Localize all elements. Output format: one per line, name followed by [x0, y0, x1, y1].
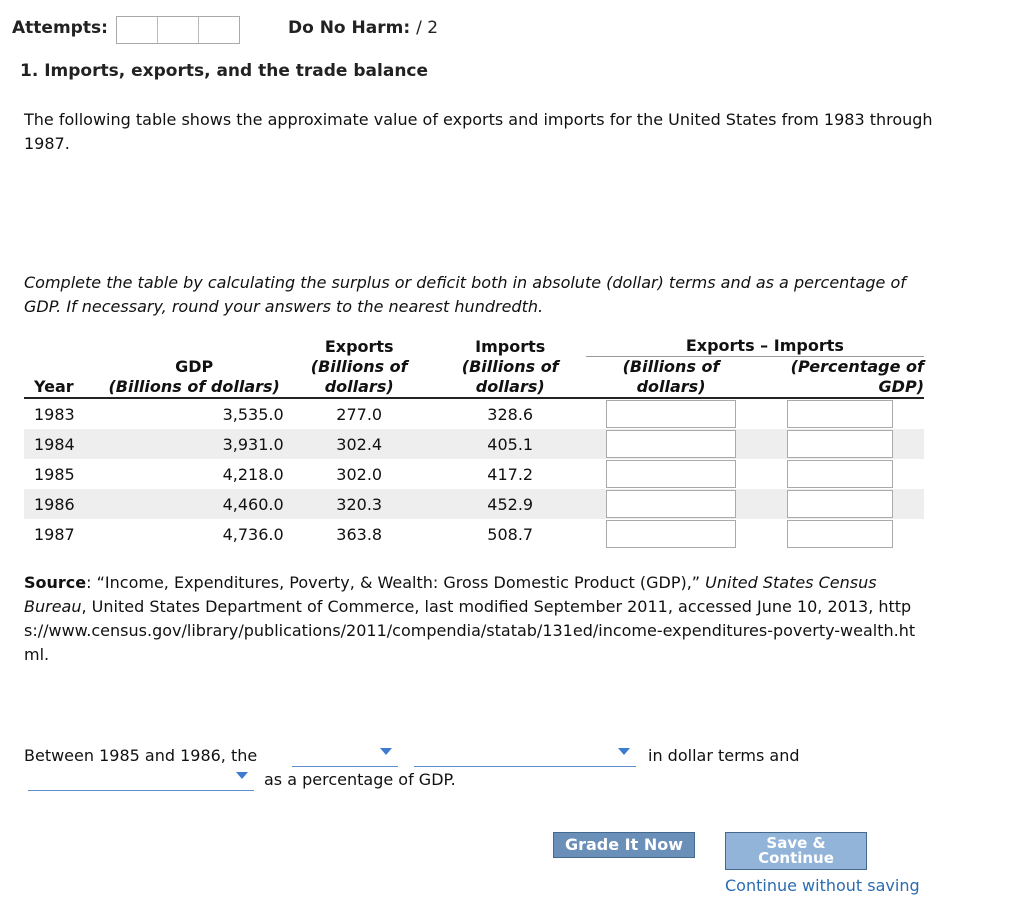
chevron-down-icon [618, 748, 630, 755]
cell-imports: 452.9 [435, 489, 586, 519]
cell-gdp: 3,535.0 [222, 404, 284, 424]
source-rest: , United States Department of Commerce, last modified September 2011, accessed June 10, 2013, https://www.census.gov/library/publications/2011/compendia/statab/131ed/income-expenditures-poverty-wealth.html. [24, 597, 916, 664]
source-quote: : “Income, Expenditures, Poverty, & Wealth: Gross Domestic Product (GDP),” [86, 573, 701, 592]
dropdown-balance-type[interactable] [414, 744, 636, 767]
col-header-gdp-sub: (Billions of dollars) [108, 377, 280, 396]
ei-dollars-input-1987[interactable] [606, 520, 736, 548]
cell-imports: 508.7 [487, 524, 534, 544]
col-header-ei-dollars [586, 357, 757, 399]
table-row [24, 459, 924, 489]
chevron-down-icon [236, 772, 248, 779]
cell-year: 1985 [34, 464, 75, 484]
ei-percent-input-1985[interactable] [787, 460, 893, 488]
source-label: Source [24, 573, 87, 592]
cell-exports: 277.0 [336, 404, 383, 424]
cell-gdp: 3,931.0 [105, 429, 284, 459]
attempts-label: Attempts: [12, 18, 108, 38]
source-publication: United States Census Bureau [24, 573, 877, 616]
attempt-box [158, 17, 199, 43]
cell-ei-dollars [586, 398, 757, 429]
col-header-imports-sub: (Billions of dollars) [461, 357, 559, 396]
sentence-part-1: Between 1985 and 1986, the [24, 746, 258, 765]
ei-percent-input-1987[interactable] [787, 520, 893, 548]
col-header-gdp [105, 336, 284, 398]
cell-year: 1986 [24, 489, 105, 519]
continue-without-saving-link[interactable]: Continue without saving [725, 876, 920, 895]
do-no-harm-value: / 2 [416, 18, 439, 38]
ei-percent-input-1986[interactable] [787, 490, 893, 518]
do-no-harm [288, 18, 438, 38]
cell-year: 1984 [24, 429, 105, 459]
col-header-exports-sub: (Billions of dollars) [310, 357, 408, 396]
cell-exports: 363.8 [336, 524, 383, 544]
sentence-part-2: in dollar terms and [648, 746, 800, 765]
cell-year: 1983 [34, 404, 75, 424]
attempts-indicator [116, 16, 240, 44]
cell-gdp: 4,736.0 [222, 524, 284, 544]
cell-gdp: 4,218.0 [222, 464, 284, 484]
col-header-exports [284, 336, 435, 398]
cell-ei-dollars [586, 489, 757, 519]
trade-table [24, 336, 924, 549]
cell-exports: 320.3 [284, 489, 435, 519]
cell-ei-percent [756, 519, 924, 549]
cell-ei-percent [756, 398, 924, 429]
table-row [24, 398, 924, 429]
cell-imports: 405.1 [435, 429, 586, 459]
table-row [24, 519, 924, 549]
attempt-box [199, 17, 239, 43]
col-header-year: Year [24, 336, 105, 398]
cell-imports: 328.6 [487, 404, 534, 424]
dropdown-percent-direction[interactable] [28, 768, 254, 791]
cell-ei-dollars [586, 519, 757, 549]
cell-ei-dollars [586, 459, 757, 489]
col-header-imports [435, 336, 586, 398]
cell-exports: 302.4 [284, 429, 435, 459]
table-row [24, 489, 924, 519]
do-no-harm-label: Do No Harm: [288, 18, 411, 38]
cell-ei-dollars [586, 429, 757, 459]
ei-dollars-input-1986[interactable] [606, 490, 736, 518]
ei-dollars-input-1984[interactable] [606, 430, 736, 458]
fill-in-sentence [24, 744, 924, 804]
col-header-ei-percent-sub: (Percentage of GDP) [790, 357, 924, 396]
question-intro: The following table shows the approximate value of exports and imports for the United States from 1983 through 1987. [24, 110, 933, 153]
cell-year: 1987 [34, 524, 75, 544]
col-header-ei: Exports – Imports [586, 336, 924, 357]
source-citation [24, 571, 929, 667]
col-header-exports-title: Exports [324, 337, 394, 356]
cell-imports: 417.2 [487, 464, 534, 484]
cell-exports: 302.0 [336, 464, 383, 484]
question-title: 1. Imports, exports, and the trade balance [20, 61, 429, 81]
cell-ei-percent [756, 459, 924, 489]
grade-it-now-button[interactable]: Grade It Now [553, 832, 695, 858]
cell-ei-percent [756, 429, 924, 459]
save-continue-label: Save & Continue [758, 834, 834, 867]
chevron-down-icon [380, 748, 392, 755]
ei-dollars-input-1985[interactable] [606, 460, 736, 488]
save-continue-button[interactable] [725, 832, 867, 870]
ei-percent-input-1983[interactable] [787, 400, 893, 428]
table-row [24, 429, 924, 459]
ei-percent-input-1984[interactable] [787, 430, 893, 458]
ei-dollars-input-1983[interactable] [606, 400, 736, 428]
cell-ei-percent [756, 489, 924, 519]
col-header-ei-percent [756, 357, 924, 399]
attempt-box [117, 17, 158, 43]
col-header-gdp-title: GDP [175, 357, 214, 376]
col-header-imports-title: Imports [475, 337, 546, 356]
dropdown-direction[interactable] [292, 744, 398, 767]
cell-gdp: 4,460.0 [105, 489, 284, 519]
sentence-part-3: as a percentage of GDP. [264, 770, 456, 789]
question-instructions: Complete the table by calculating the surplus or deficit both in absolute (dollar) terms and as a percentage of GDP. If necessary, round your answers to the nearest hundredth. [24, 273, 906, 316]
col-header-ei-dollars-sub: (Billions of dollars) [622, 357, 720, 396]
